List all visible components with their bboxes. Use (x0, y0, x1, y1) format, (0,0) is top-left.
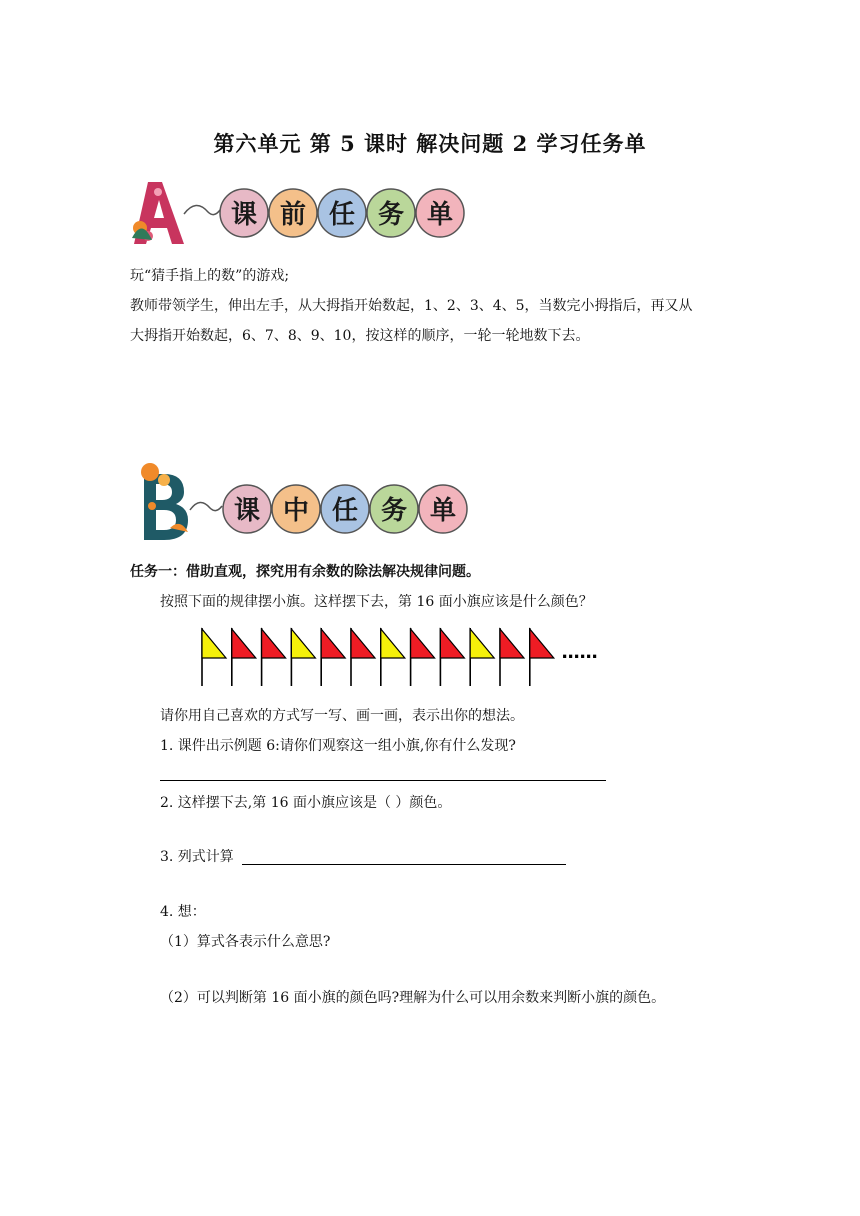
question-4-1: （1）算式各表示什么意思? (160, 934, 331, 950)
banner-pre-class-tasks (128, 178, 468, 248)
banner-a-char-5: 单 (426, 200, 454, 230)
task1-heading: 任务一：借助直观，探究用有余数的除法解决规律问题。 (130, 564, 480, 580)
banner-a-char-4: 务 (377, 200, 405, 230)
banner-b-char-5: 单 (429, 496, 457, 526)
flag-yellow (470, 628, 494, 686)
task1-prompt: 请你用自己喜欢的方式写一写、画一画，表示出你的想法。 (160, 708, 524, 724)
flag-ellipsis: …… (561, 642, 598, 663)
banner-in-class-tasks (130, 462, 475, 542)
question-1: 1. 课件出示例题 6:请你们观察这一组小旗,你有什么发现? (160, 738, 516, 754)
pre-line-3: 大拇指开始数起，6、7、8、9、10，按这样的顺序，一轮一轮地数下去。 (130, 328, 590, 344)
banner-a-char-1: 课 (230, 200, 258, 230)
letter-a-decoration (132, 182, 184, 244)
banner-b-char-2: 中 (282, 496, 310, 526)
flag-yellow (202, 628, 226, 686)
banner-a-char-2: 前 (279, 200, 307, 230)
flag-red (411, 628, 435, 686)
question-4: 4. 想： (160, 904, 206, 920)
flag-red (500, 628, 524, 686)
page-title: 第六单元 第 5 课时 解决问题 2 学习任务单 (213, 131, 647, 156)
flag-red (440, 628, 464, 686)
question-4-2: （2）可以判断第 16 面小旗的颜色吗?理解为什么可以用余数来判断小旗的颜色。 (160, 990, 666, 1006)
flag-red (321, 628, 345, 686)
flag-yellow (291, 628, 315, 686)
banner-a-char-3: 任 (328, 200, 356, 230)
answer-line-3[interactable] (242, 864, 566, 865)
banner-b-char-4: 务 (380, 496, 408, 526)
flag-red (232, 628, 256, 686)
banner-b-char-1: 课 (233, 496, 261, 526)
banner-b-char-3: 任 (331, 496, 359, 526)
question-2: 2. 这样摆下去,第 16 面小旗应该是（ ）颜色。 (160, 795, 452, 811)
flag-red (262, 628, 286, 686)
task1-question: 按照下面的规律摆小旗。这样摆下去，第 16 面小旗应该是什么颜色？ (160, 594, 593, 610)
pre-line-1: 玩“猜手指上的数”的游戏; (130, 268, 290, 284)
pre-line-2: 教师带领学生，伸出左手，从大拇指开始数起，1、2、3、4、5，当数完小拇指后，再又从 (130, 298, 693, 314)
letter-b-decoration (141, 463, 188, 540)
answer-line-1[interactable] (160, 780, 606, 781)
flag-yellow (381, 628, 405, 686)
question-3: 3. 列式计算 (160, 849, 234, 865)
flag-sequence (190, 624, 630, 690)
flag-red (530, 628, 554, 686)
flag-red (351, 628, 375, 686)
